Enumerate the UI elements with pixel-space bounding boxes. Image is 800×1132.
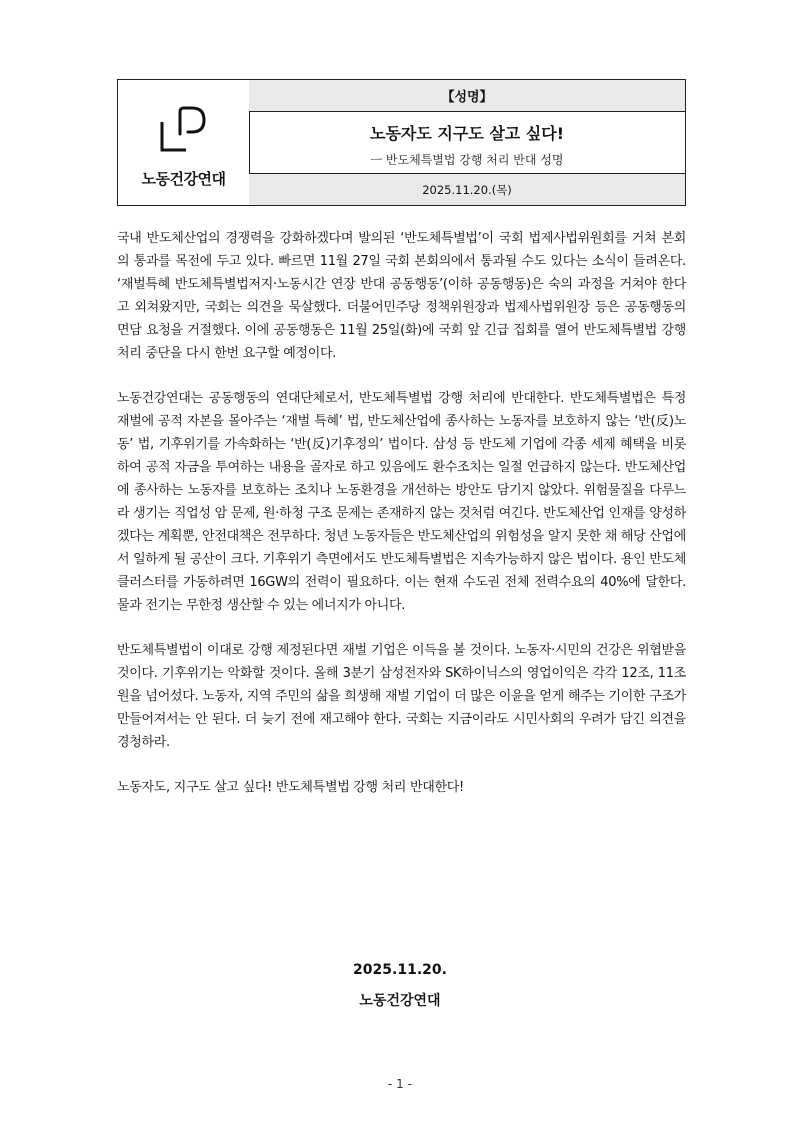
closing-date: 2025.11.20.: [353, 962, 447, 978]
org-logo-icon: [158, 104, 208, 156]
body-paragraph-2: 노동건강연대는 공동행동의 연대단체로서, 반도체특별법 강행 처리에 반대한다. 반도체특별법은 특정 재벌에 공적 자본을 몰아주는 ‘재벌 특혜’ 법, 반도체산업에 종사하는 노동자를 보호하지 않는 ‘반(反)노동’ 법, 기후위기를 가속화하는 ‘반(反)기후정의’ 법이다. 삼성 등 반도체 기업에 각종 세제 혜택을 비롯하여 공적 자금을 투여하는 내용을 골자로 하고 있음에도 환수조치는 일절 언급하지 않는다. 반도체산업에 종사하는 노동자를 보호하는 조치나 노동환경을 개선하는 방안도 담기지 않았다. 위험물질을 다루느라 생기는 직업성 암 문제, 원·하청 구조 문제는 존재하지 않는 것처럼 여긴다. 반도체산업 인재를 양성하겠다는 계획뿐, 안전대책은 전무하다. 청년 노동자들은 반도체산업의 위험성을 알지 못한 채 해당 산업에서 일하게 될 공산이 크다. 기후위기 측면에서도 반도체특별법은 지속가능하지 않은 법이다. 용인 반도체 클러스터를 가동하려면 16GW의 전력이 필요하다. 이는 현재 수도권 전체 전력수요의 40%에 달한다. 물과 전기는 무한정 생산할 수 있는 에너지가 아니다.: [117, 391, 686, 613]
closing-org-name: 노동건강연대: [359, 993, 441, 1009]
statement-header-box: [117, 79, 686, 206]
logo-cell: [118, 80, 250, 205]
statement-date: 2025.11.20.(목): [249, 174, 685, 205]
statement-label: 【성명】: [249, 80, 685, 112]
body-paragraph-1: 국내 반도체산업의 경쟁력을 강화하겠다며 발의된 ‘반도체특별법’이 국회 법제사법위원회를 거쳐 본회의 통과를 목전에 두고 있다. 빠르면 11월 27일 국회 본회의에서 통과될 수도 있다는 소식이 들려온다. ‘재벌특혜 반도체특별법저지·노동시간 연장 반대 공동행동’(이하 공동행동)은 숙의 과정을 거쳐야 한다고 외쳐왔지만, 국회는 의견을 묵살했다. 더불어민주당 정책위원장과 법제사법위원장 등은 공동행동의 면담 요청을 거절했다. 이에 공동행동은 11월 25일(화)에 국회 앞 긴급 집회를 열어 반도체특별법 강행 처리 중단을 다시 한번 요구할 예정이다.: [117, 231, 686, 361]
org-name-logo-text: 노동건강연대: [141, 170, 226, 188]
body-paragraph-3: 반도체특별법이 이대로 강행 제정된다면 재벌 기업은 이득을 볼 것이다. 노동자·시민의 건강은 위협받을 것이다. 기후위기는 악화할 것이다. 올해 3분기 삼성전자와 SK하이닉스의 영업이익은 각각 12조, 11조 원을 넘어섰다. 노동자, 지역 주민의 삶을 희생해 재벌 기업이 더 많은 이윤을 얻게 해주는 기이한 구조가 만들어져서는 안 된다. 더 늦기 전에 재고해야 한다. 국회는 지금이라도 시민사회의 우려가 담긴 의견을 경청하라.: [117, 643, 686, 750]
page-number: - 1 -: [388, 1077, 412, 1091]
statement-body: [117, 227, 686, 821]
statement-subtitle: ㅡ 반도체특별법 강행 처리 반대 성명: [370, 153, 564, 167]
body-paragraph-4: 노동자도, 지구도 살고 싶다! 반도체특별법 강행 처리 반대한다!: [117, 780, 464, 795]
statement-title: 노동자도 지구도 살고 싶다!: [369, 124, 565, 143]
title-cell: [249, 112, 685, 174]
